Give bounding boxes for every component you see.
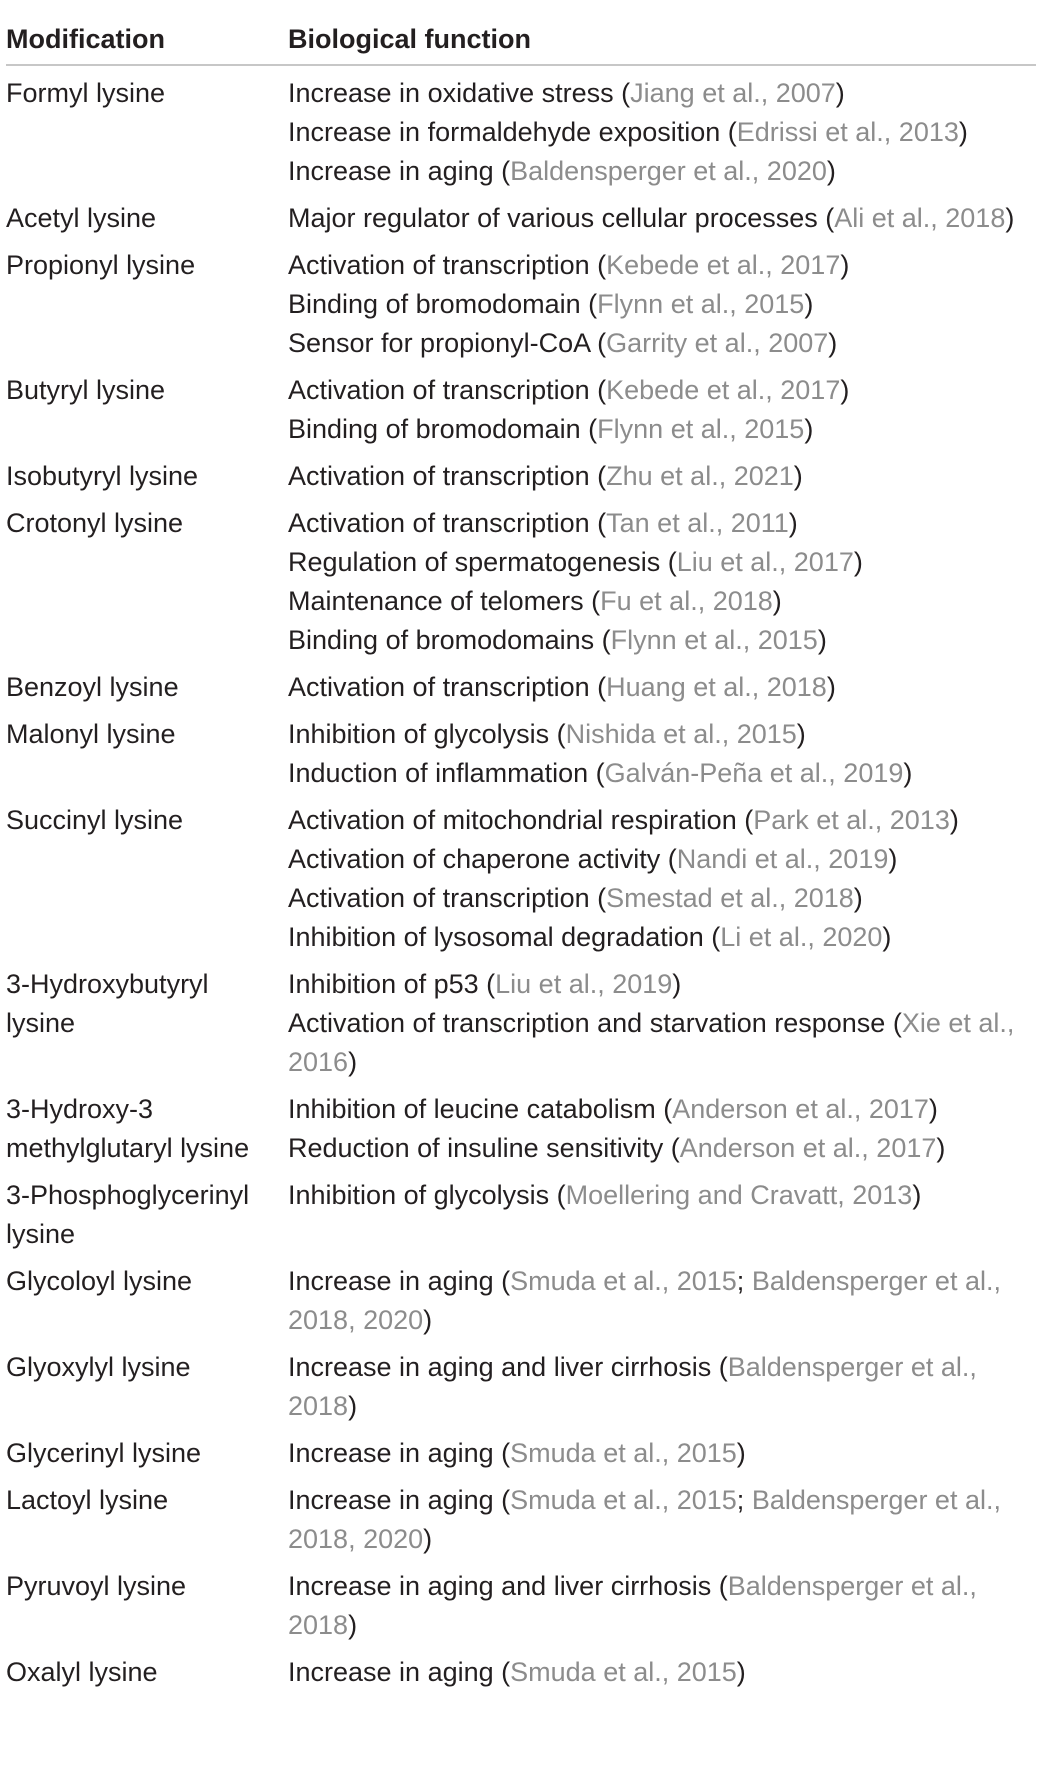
biological-function-cell [288,1434,1034,1473]
citation-link[interactable]: Kebede et al., 2017 [606,250,841,280]
function-text: Inhibition of lysosomal degradation ( [288,922,721,952]
citation-link[interactable]: Baldensperger et al., 2020 [510,156,827,186]
function-entry [288,1176,1026,1215]
table-row [6,1434,1034,1473]
biological-function-cell [288,199,1034,238]
table-row [6,371,1034,449]
header-modification: Modification [6,24,165,54]
function-text: Inhibition of leucine catabolism ( [288,1094,673,1124]
function-entry [288,410,1026,449]
citation-link[interactable]: Baldensperger et al., 2018 [288,1571,977,1640]
table-row [6,1090,1034,1168]
function-entry [288,1481,1026,1559]
citation-link[interactable]: Kebede et al., 2017 [606,375,841,405]
function-text: Increase in oxidative stress ( [288,78,631,108]
biological-function-cell [288,246,1034,363]
function-text-end: ) [936,1133,946,1163]
function-entry [288,582,1026,621]
function-text: Reduction of insuline sensitivity ( [288,1133,680,1163]
function-text-end: ) [835,78,845,108]
table-row [6,1262,1034,1340]
function-text: Inhibition of glycolysis ( [288,1180,566,1210]
citation-link[interactable]: Anderson et al., 2017 [672,1094,929,1124]
biological-function-cell [288,1567,1034,1645]
modification-cell: 3-Hydroxybutyryl lysine [6,969,209,1038]
citation-link[interactable]: Fu et al., 2018 [600,586,773,616]
modification-cell: Glyoxylyl lysine [6,1352,191,1382]
header-biological-function: Biological function [288,24,531,54]
biological-function-cell [288,1090,1034,1168]
biological-function-cell [288,1262,1034,1340]
function-text-end: ) [912,1180,922,1210]
function-text-end: ) [736,1657,746,1687]
function-text: Activation of transcription ( [288,375,607,405]
citation-link[interactable]: Baldensperger et al., 2018 [288,1352,977,1421]
biological-function-cell [288,1653,1034,1692]
modification-cell: Crotonyl lysine [6,508,184,538]
function-text: Increase in aging ( [288,1657,511,1687]
table-body [6,66,1034,1692]
function-entry [288,801,1026,840]
biological-function-cell [288,1481,1034,1559]
function-entry [288,1129,1026,1168]
function-text: Activation of transcription ( [288,508,607,538]
function-text: Activation of transcription ( [288,461,607,491]
function-text-end: ) [853,883,863,913]
function-text-end: ) [903,758,913,788]
table-row [6,199,1034,238]
function-text: Activation of transcription ( [288,883,607,913]
function-entry [288,457,1026,496]
function-entry [288,113,1026,152]
citation-link[interactable]: Liu et al., 2017 [676,547,854,577]
function-text-end: ) [796,719,806,749]
function-entry [288,324,1026,363]
citation-link[interactable]: Nandi et al., 2019 [676,844,889,874]
function-entry [288,285,1026,324]
function-text-end: ) [423,1524,433,1554]
modification-cell: Lactoyl lysine [6,1485,169,1515]
table-header [6,14,1036,66]
function-entry [288,1348,1026,1426]
function-text: Maintenance of telomers ( [288,586,601,616]
function-entry [288,504,1026,543]
function-text-end: ) [772,586,782,616]
function-entry [288,1653,1026,1692]
table-row [6,504,1034,660]
citation-link[interactable]: Tan et al., 2011 [606,508,789,538]
citation-link[interactable]: Flynn et al., 2015 [597,414,805,444]
function-text: Activation of transcription ( [288,672,607,702]
function-text-end: ) [672,969,682,999]
function-text: Activation of transcription and starvation response ( [288,1008,902,1038]
function-text: Induction of inflammation ( [288,758,605,788]
citation-link[interactable]: Huang et al., 2018 [606,672,827,702]
function-text: Increase in aging and liver cirrhosis ( [288,1571,728,1601]
table-row [6,801,1034,957]
function-entry [288,74,1026,113]
function-text-end: ) [888,844,898,874]
table-row [6,74,1034,191]
biological-function-cell [288,1348,1034,1426]
function-entry [288,543,1026,582]
biological-function-cell [288,504,1034,660]
citation-link[interactable]: Nishida et al., 2015 [565,719,797,749]
function-entry [288,668,1026,707]
function-text-end: ) [958,117,968,147]
function-entry [288,754,1026,793]
function-text-end: ) [793,461,803,491]
biological-function-cell [288,668,1034,707]
function-text: Increase in aging and liver cirrhosis ( [288,1352,728,1382]
function-text-end: ) [826,156,836,186]
function-text: Increase in aging ( [288,1266,511,1296]
function-entry [288,371,1026,410]
function-text: Binding of bromodomain ( [288,414,598,444]
function-entry [288,879,1026,918]
citation-link[interactable]: Smuda et al., 2015 [510,1438,737,1468]
function-text-end: ) [348,1047,358,1077]
modification-cell: Acetyl lysine [6,203,157,233]
function-text-end: ) [882,922,892,952]
citation-link[interactable]: Smestad et al., 2018 [606,883,854,913]
table-row [6,965,1034,1082]
modification-cell: Benzoyl lysine [6,672,179,702]
table-row [6,457,1034,496]
function-entry [288,965,1026,1004]
modification-cell: Pyruvoyl lysine [6,1571,187,1601]
function-text: Inhibition of glycolysis ( [288,719,566,749]
function-text-end: ) [423,1305,433,1335]
table-row [6,715,1034,793]
function-entry [288,1262,1026,1340]
citation-link[interactable]: Garrity et al., 2007 [606,328,829,358]
function-text: Increase in formaldehyde exposition ( [288,117,737,147]
function-text-end: ) [804,414,814,444]
function-entry [288,715,1026,754]
function-text-end: ) [736,1438,746,1468]
modification-cell: Formyl lysine [6,78,166,108]
modification-cell: 3-Hydroxy-3 methylglutaryl lysine [6,1094,250,1163]
modification-cell: 3-Phosphoglycerinyl lysine [6,1180,250,1249]
function-entry [288,152,1026,191]
biological-function-cell [288,457,1034,496]
function-entry [288,1567,1026,1645]
function-text: Binding of bromodomains ( [288,625,611,655]
function-text-end: ) [348,1391,358,1421]
function-text-end: ) [840,375,850,405]
function-text-end: ) [949,805,959,835]
modification-cell: Succinyl lysine [6,805,184,835]
citation-separator: ; [736,1485,752,1515]
table-row [6,246,1034,363]
citation-link[interactable]: Liu et al., 2019 [495,969,673,999]
function-text-end: ) [1005,203,1015,233]
function-entry [288,621,1026,660]
function-text: Activation of mitochondrial respiration ( [288,805,754,835]
function-text-end: ) [928,1094,938,1124]
function-text-end: ) [828,328,838,358]
biological-function-cell [288,371,1034,449]
modification-cell: Glycoloyl lysine [6,1266,193,1296]
table-row [6,1567,1034,1645]
biological-function-cell [288,715,1034,793]
function-entry [288,840,1026,879]
function-text-end: ) [853,547,863,577]
function-text-end: ) [788,508,798,538]
citation-link[interactable]: Li et al., 2020 [720,922,883,952]
citation-link[interactable]: Baldensperger et al., 2018, 2020 [288,1266,1001,1335]
function-text: Increase in aging ( [288,1438,511,1468]
citation-link[interactable]: Smuda et al., 2015 [510,1485,737,1515]
table-row [6,1348,1034,1426]
citation-link[interactable]: Flynn et al., 2015 [610,625,818,655]
citation-separator: ; [736,1266,752,1296]
biological-function-cell [288,74,1034,191]
table-row [6,668,1034,707]
citation-link[interactable]: Moellering and Cravatt, 2013 [565,1180,913,1210]
citation-link[interactable]: Smuda et al., 2015 [510,1657,737,1687]
modification-cell: Oxalyl lysine [6,1657,158,1687]
citation-link[interactable]: Galván-Peña et al., 2019 [604,758,904,788]
biological-function-cell [288,801,1034,957]
function-text: Sensor for propionyl-CoA ( [288,328,607,358]
function-text: Binding of bromodomain ( [288,289,598,319]
function-text: Increase in aging ( [288,1485,511,1515]
function-text: Activation of chaperone activity ( [288,844,677,874]
modification-cell: Butyryl lysine [6,375,166,405]
function-entry [288,1004,1026,1082]
function-text: Increase in aging ( [288,156,511,186]
table-row [6,1653,1034,1692]
citation-link[interactable]: Baldensperger et al., 2018, 2020 [288,1485,1001,1554]
citation-link[interactable]: Smuda et al., 2015 [510,1266,737,1296]
citation-link[interactable]: Jiang et al., 2007 [630,78,836,108]
modification-cell: Glycerinyl lysine [6,1438,202,1468]
citation-link[interactable]: Flynn et al., 2015 [597,289,805,319]
function-text-end: ) [840,250,850,280]
function-entry [288,1090,1026,1129]
citation-link[interactable]: Xie et al., 2016 [288,1008,1015,1077]
citation-link[interactable]: Zhu et al., 2021 [606,461,794,491]
citation-link[interactable]: Park et al., 2013 [753,805,950,835]
function-text-end: ) [348,1610,358,1640]
modification-cell: Malonyl lysine [6,719,176,749]
function-entry [288,918,1026,957]
function-text: Inhibition of p53 ( [288,969,496,999]
table-row [6,1481,1034,1559]
function-entry [288,1434,1026,1473]
function-text: Major regulator of various cellular processes ( [288,203,835,233]
modification-cell: Propionyl lysine [6,250,196,280]
function-text: Activation of transcription ( [288,250,607,280]
function-entry [288,199,1026,238]
biological-function-cell [288,1176,1034,1254]
function-text: Regulation of spermatogenesis ( [288,547,677,577]
function-text-end: ) [817,625,827,655]
biological-function-cell [288,965,1034,1082]
citation-link[interactable]: Ali et al., 2018 [834,203,1006,233]
citation-link[interactable]: Anderson et al., 2017 [679,1133,937,1163]
modification-cell: Isobutyryl lysine [6,461,199,491]
citation-link[interactable]: Edrissi et al., 2013 [736,117,959,147]
table-row [6,1176,1034,1254]
function-entry [288,246,1026,285]
function-text-end: ) [804,289,814,319]
function-text-end: ) [826,672,836,702]
